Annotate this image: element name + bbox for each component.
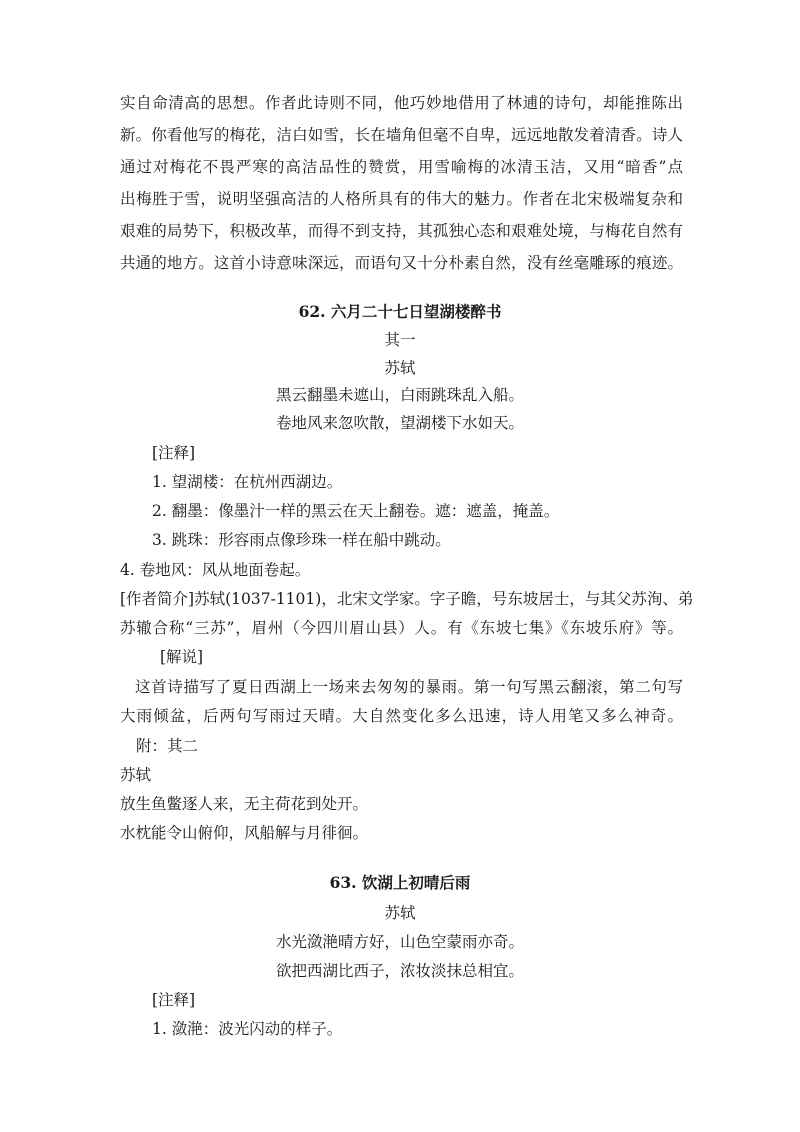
poem63-note-1: 1. 潋滟：波光闪动的样子。 [152, 1020, 343, 1038]
author-intro-line-2: 苏辙合称“三苏”，眉州（今四川眉山县）人。有《东坡七集》《东坡乐府》等。 [120, 619, 683, 637]
appendix-heading: 附：其二 [136, 737, 199, 755]
poem62-note-3: 3. 跳珠：形容雨点像珍珠一样在船中跳动。 [152, 531, 451, 549]
poem63-line-2: 欲把西湖比西子，浓妆淡抹总相宜。 [275, 962, 524, 980]
poem62-note-2: 2. 翻墨：像墨汁一样的黑云在天上翻卷。遮：遮盖，掩盖。 [152, 502, 560, 520]
intro-line-6: 共通的地方。这首小诗意味深远，而语句又十分朴素自然，没有丝毫雕琢的痕迹。 [120, 254, 683, 272]
intro-line-5: 艰难的局势下，积极改革，而得不到支持，其孤独心态和艰难处境，与梅花自然有 [120, 222, 683, 240]
analysis-heading: [解说] [160, 648, 204, 666]
poem62-note-1: 1. 望湖楼：在杭州西湖边。 [152, 473, 343, 491]
appendix-line-1: 放生鱼鳖逐人来，无主荷花到处开。 [120, 795, 369, 813]
analysis-line-2: 大雨倾盆，后两句写雨过天晴。大自然变化多么迅速，诗人用笔又多么神奇。 [120, 707, 683, 725]
analysis-line-1: 这首诗描写了夏日西湖上一场来去匆匆的暴雨。第一句写黑云翻滚，第二句写 [135, 678, 683, 696]
poem62-author: 苏轼 [384, 359, 416, 377]
poem62-line-1: 黑云翻墨未遮山，白雨跳珠乱入船。 [275, 386, 524, 404]
poem62-note-4: 4. 卷地风：风从地面卷起。 [120, 561, 311, 579]
poem62-title: 62. 六月二十七日望湖楼醉书 [298, 302, 502, 321]
poem63-title: 63. 饮湖上初晴后雨 [329, 873, 471, 892]
poem62-notes-heading: [注释] [152, 444, 196, 462]
poem62-subtitle: 其一 [384, 331, 416, 349]
poem63-author: 苏轼 [384, 904, 416, 922]
poem62-line-2: 卷地风来忽吹散，望湖楼下水如天。 [275, 414, 524, 432]
intro-line-3: 通过对梅花不畏严寒的高洁品性的赞赏，用雪喻梅的冰清玉洁，又用“暗香”点 [120, 158, 683, 176]
intro-line-4: 出梅胜于雪，说明坚强高洁的人格所具有的伟大的魅力。作者在北宋极端复杂和 [120, 190, 683, 208]
intro-line-1: 实自命清高的思想。作者此诗则不同，他巧妙地借用了林逋的诗句，却能推陈出 [120, 94, 683, 112]
poem63-line-1: 水光潋滟晴方好，山色空蒙雨亦奇。 [275, 933, 524, 951]
appendix-line-2: 水枕能令山俯仰，风船解与月徘徊。 [120, 824, 369, 842]
poem63-notes-heading: [注释] [152, 991, 196, 1009]
appendix-author: 苏轼 [120, 766, 152, 784]
intro-line-2: 新。你看他写的梅花，洁白如雪，长在墙角但毫不自卑，远远地散发着清香。诗人 [120, 126, 683, 144]
author-intro-line-1: [作者简介]苏轼(1037-1101)，北宋文学家。字子瞻，号东坡居士，与其父苏洵、弟 [120, 590, 694, 608]
